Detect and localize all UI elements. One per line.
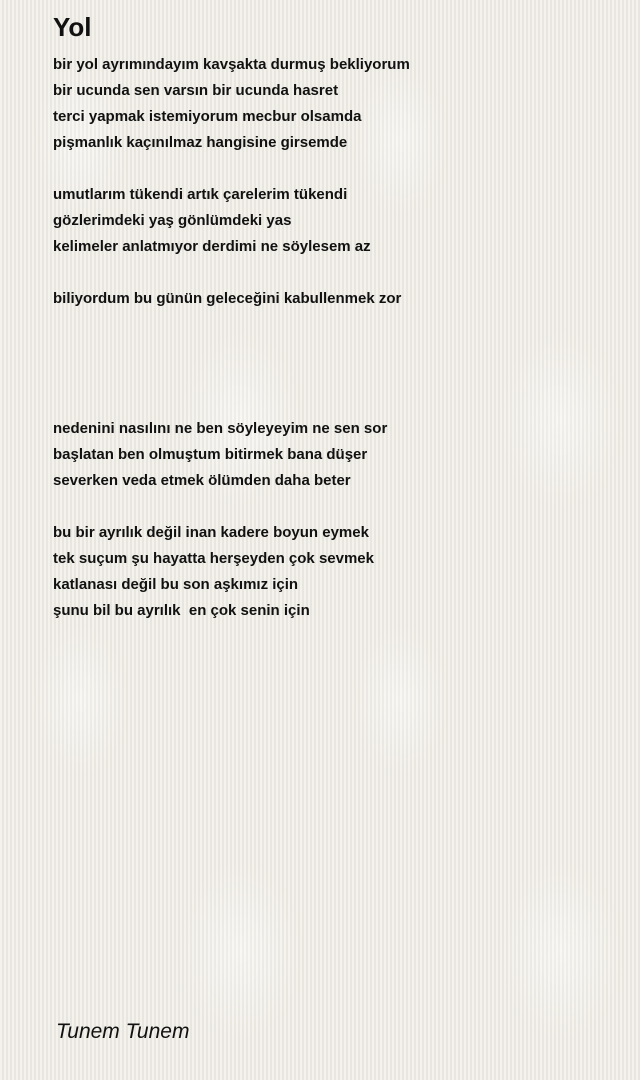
poem-line: bir yol ayrımındayım kavşakta durmuş bekliyorum	[53, 56, 410, 73]
poem-line: bu bir ayrılık değil inan kadere boyun eymek	[53, 524, 369, 541]
stanza	[53, 520, 613, 624]
poem-body	[53, 52, 613, 624]
poem-line: gözlerimdeki yaş gönlümdeki yas	[53, 212, 292, 229]
poem-line: nedenini nasılını ne ben söyleyeyim ne sen sor	[53, 420, 388, 437]
poem-author: Tunem Tunem	[56, 1020, 190, 1043]
poem-line: kelimeler anlatmıyor derdimi ne söylesem az	[53, 238, 371, 255]
stanza-spacer	[53, 312, 613, 416]
stanza	[53, 182, 613, 260]
poem-line: bir ucunda sen varsın bir ucunda hasret	[53, 82, 339, 99]
poem-line: başlatan ben olmuştum bitirmek bana düşer	[53, 446, 368, 463]
stanza	[53, 52, 613, 156]
poem-line: şunu bil bu ayrılık en çok senin için	[53, 602, 310, 619]
poem-line: umutlarım tükendi artık çarelerim tükendi	[53, 186, 348, 203]
stanza	[53, 286, 613, 312]
poem-line: terci yapmak istemiyorum mecbur olsamda	[53, 108, 362, 125]
stanza	[53, 416, 613, 494]
poem-line: katlanası değil bu son aşkımız için	[53, 576, 299, 593]
poem-line: pişmanlık kaçınılmaz hangisine girsemde	[53, 134, 348, 151]
poem-line: severken veda etmek ölümden daha beter	[53, 472, 351, 489]
stanza-spacer	[53, 156, 613, 182]
stanza-spacer	[53, 260, 613, 286]
poem-line: biliyordum bu günün geleceğini kabullenmek zor	[53, 290, 402, 307]
poem-line: tek suçum şu hayatta herşeyden çok sevmek	[53, 550, 374, 567]
stanza-spacer	[53, 494, 613, 520]
poem-title: Yol	[53, 12, 92, 42]
